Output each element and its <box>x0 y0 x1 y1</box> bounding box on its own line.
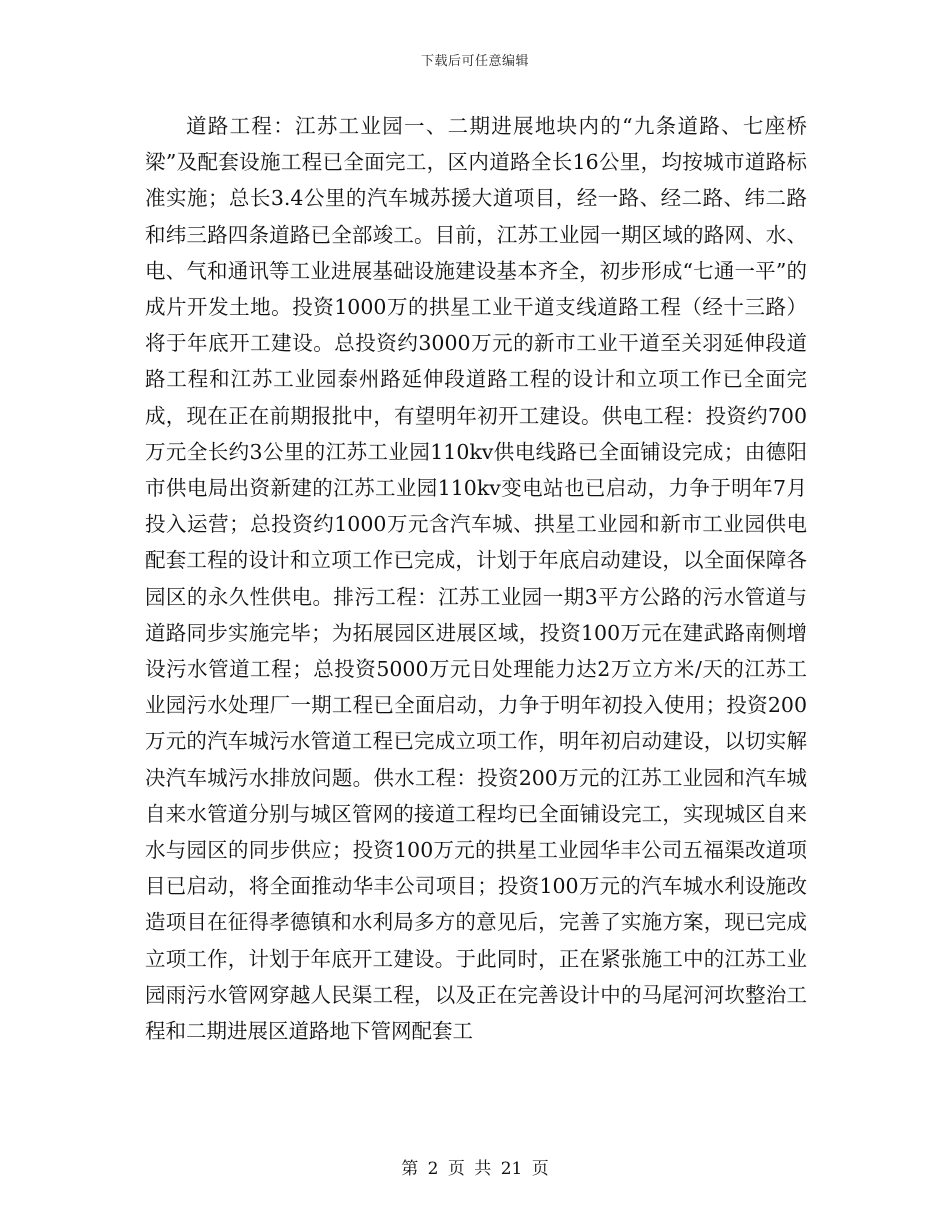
page-header: 下载后可任意编辑 <box>420 54 529 69</box>
page-footer: 第 2 页 共 21 页 <box>401 1159 549 1179</box>
body-paragraph: 道路工程：江苏工业园一、二期进展地块内的“九条道路、七座桥梁”及配套设施工程已全面完工，区内道路全长16公里，均按城市道路标准实施；总长3.4公里的汽车城苏援大道项目，经一路、经二路、纬二路和纬三路四条道路已全部竣工。目前，江苏工业园一期区域的路网、水、电、气和通讯等工业进展基础设施建设基本齐全，初步形成“七通一平”的成片开发土地。投资1000万的拱星工业干道支线道路工程（经十三路）将于年底开工建设。总投资约3000万元的新市工业干道至关羽延伸段道路工程和江苏工业园泰州路延伸段道路工程的设计和立项工作已全面完成，现在正在前期报批中，有望明年初开工建设。供电工程：投资约700万元全长约3公里的江苏工业园110kv供电线路已全面铺设完成；由德阳市供电局出资新建的江苏工业园110kv变电站也已启动，力争于明年7月投入运营；总投资约1000万元含汽车城、拱星工业园和新市工业园供电配套工程的设计和立项工作已完成，计划于年底启动建设，以全面保障各园区的永久性供电。排污工程：江苏工业园一期3平方公路的污水管道与道路同步实施完毕；为拓展园区进展区域，投资100万元在建武路南侧增设污水管道工程；总投资5000万元日处理能力达2万立方米/天的江苏工业园污水处理厂一期工程已全面启动，力争于明年初投入使用；投资200万元的汽车城污水管道工程已完成立项工作，明年初启动建设，以切实解决汽车城污水排放问题。供水工程：投资200万元的江苏工业园和汽车城自来水管道分别与城区管网的接道工程均已全面铺设完工，实现城区自来水与园区的同步供应；投资100万元的拱星工业园华丰公司五福渠改道项目已启动，将全面推动华丰公司项目；投资100万元的汽车城水利设施改造项目在征得孝德镇和水利局多方的意见后，完善了实施方案，现已完成立项工作，计划于年底开工建设。于此同时，正在紧张施工中的江苏工业园雨污水管网穿越人民渠工程，以及正在完善设计中的马尾河河坎整治工程和二期进展区道路地下管网配套工 <box>145 114 807 1044</box>
